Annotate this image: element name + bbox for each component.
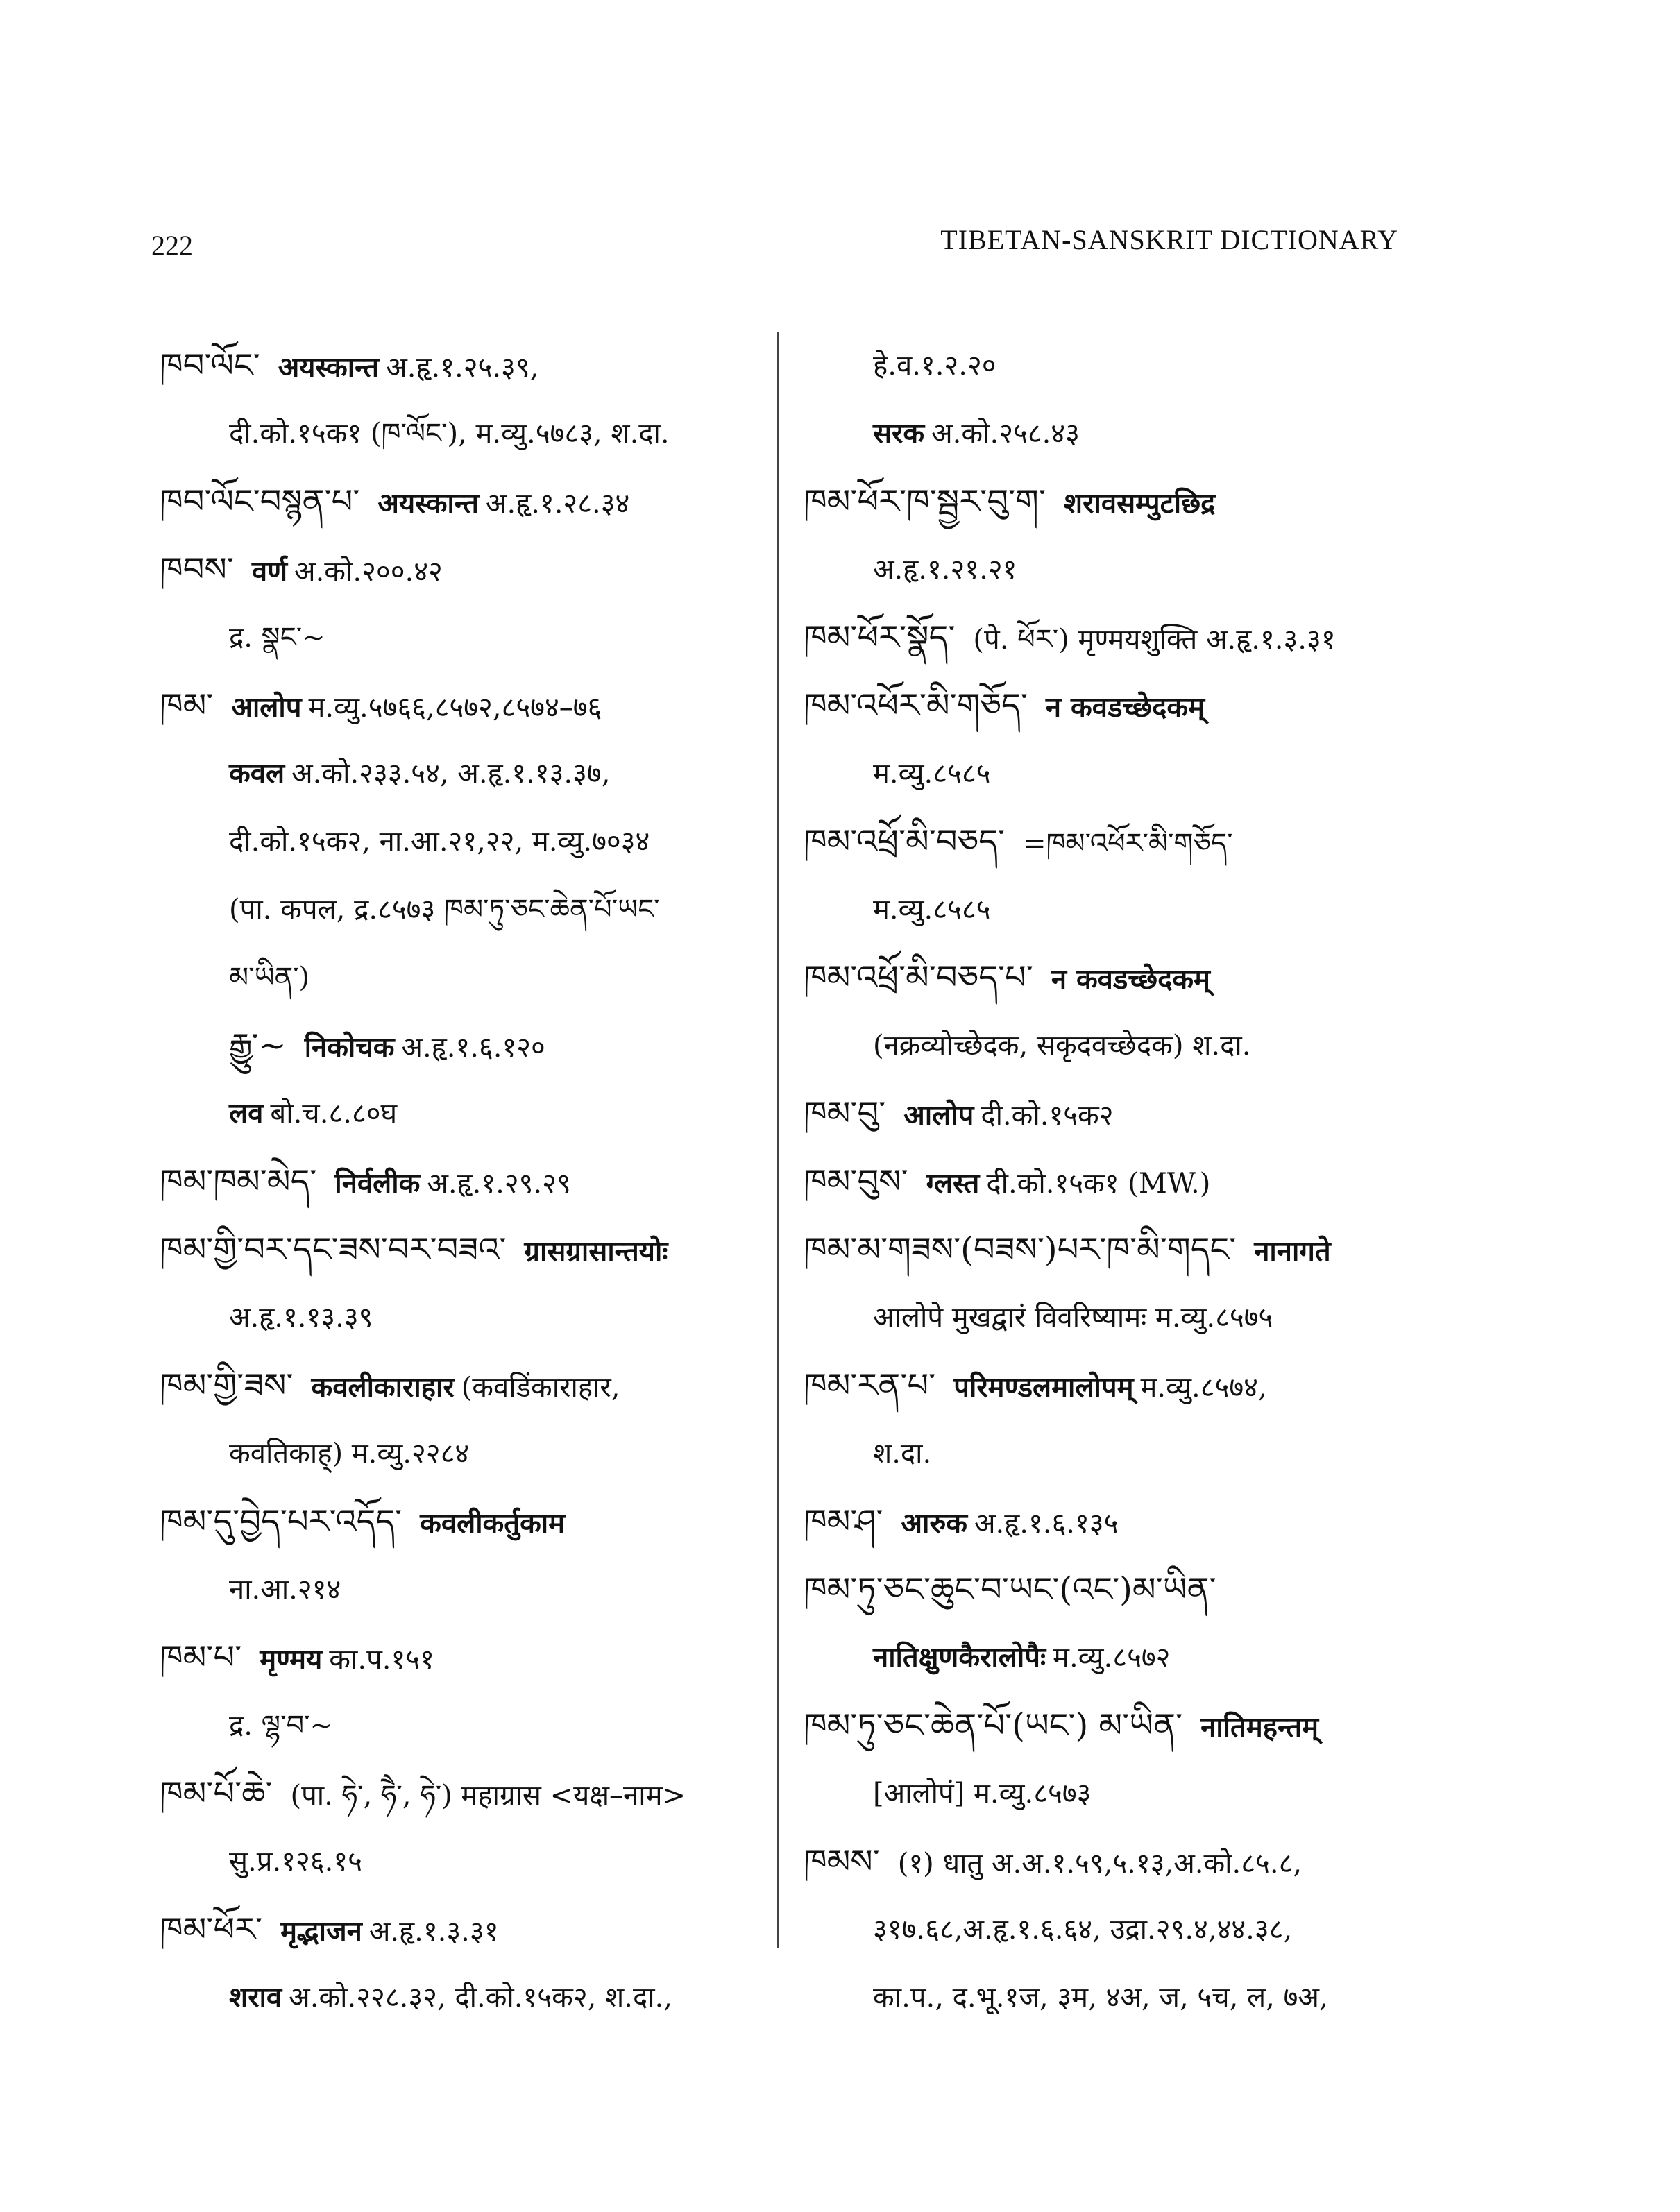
subentry-line bbox=[160, 1964, 763, 2032]
reference: अ.हृ.१.२५.३९, bbox=[386, 352, 539, 384]
tibetan-headword: ཁམ་གྱི་ཟས་ bbox=[160, 1366, 294, 1405]
right-column bbox=[804, 332, 1414, 2032]
tibetan-headword: ཁབས་ bbox=[160, 550, 234, 589]
entry-line bbox=[160, 536, 763, 604]
sanskrit-equivalent: शराव bbox=[229, 1981, 282, 2014]
tibetan-headword: ཁམ་ཁམ་མེད་ bbox=[160, 1162, 317, 1201]
sanskrit-equivalent: मृद्भाजन bbox=[280, 1915, 362, 1948]
entry-line bbox=[160, 1488, 763, 1556]
continuation-line bbox=[804, 1420, 1414, 1488]
entry-line bbox=[804, 944, 1414, 1012]
reference: म.व्यु.८५७२ bbox=[1053, 1642, 1171, 1674]
entry-line bbox=[160, 1760, 763, 1828]
tibetan-headword: ཁམ་ཏུ་ཅང་ཆུང་བ་ཡང་(འང་)མ་ཡིན་ bbox=[804, 1570, 1216, 1609]
sanskrit-equivalent: नातिक्षुणकैरालोपैः bbox=[873, 1641, 1046, 1674]
running-title: TIBETAN-SANSKRIT DICTIONARY bbox=[940, 224, 1398, 255]
subentry-line bbox=[804, 1624, 1414, 1692]
sanskrit-equivalent: कवलीकाराहार bbox=[311, 1371, 455, 1404]
continuation-line bbox=[160, 876, 763, 944]
continuation-line bbox=[160, 1420, 763, 1488]
tibetan-headword: རྒྱུ་~ bbox=[229, 1026, 287, 1065]
continuation-line bbox=[160, 808, 763, 876]
entry-line bbox=[804, 604, 1414, 672]
continuation-text: अ.हृ.१.१३.३९ bbox=[229, 1302, 373, 1334]
entry-line bbox=[160, 1624, 763, 1692]
reference: (पे. ཕོར་) मृण्मयशुक्ति अ.हृ.१.३.३१ bbox=[973, 624, 1336, 656]
continuation-text: दी.को.१५क१ (ཁ་ལོང་), म.व्यु.५७८३, श.दा. bbox=[229, 418, 670, 450]
continuation-line bbox=[804, 1284, 1414, 1352]
tibetan-headword: ཁམ་འཕྲོ་མི་བཅད་པ་ bbox=[804, 958, 1033, 997]
continuation-line bbox=[160, 1828, 763, 1896]
continuation-text: द्र. ལྷ་བ་~ bbox=[229, 1710, 334, 1742]
continuation-text: (नक्रव्योच्छेदक, सकृदवच्छेदक) श.दा. bbox=[873, 1030, 1251, 1062]
tibetan-headword: ཁམ་ཕོར་ bbox=[160, 1910, 263, 1949]
sanskrit-equivalent: आलोप bbox=[903, 1099, 974, 1132]
continuation-text: [आलोपं] म.व्यु.८५७३ bbox=[873, 1778, 1092, 1810]
tibetan-headword: ཁབ་ལོང་ bbox=[160, 346, 260, 385]
sanskrit-equivalent: सरक bbox=[873, 417, 925, 450]
entry-line bbox=[804, 672, 1414, 740]
continuation-text: མ་ཡིན་) bbox=[229, 962, 310, 994]
reference: अ.हृ.१.६.१३५ bbox=[974, 1508, 1119, 1540]
sanskrit-equivalent: ग्लस्त bbox=[926, 1167, 980, 1200]
reference: म.व्यु.५७६६,८५७२,८५७४–७६ bbox=[308, 692, 602, 724]
sanskrit-equivalent: न कवडच्छेदकम् bbox=[1051, 963, 1210, 996]
entry-line bbox=[804, 1080, 1414, 1148]
tibetan-headword: ཁམ་ཏུ་ཅང་ཆེན་པོ་(ཡང་) མ་ཡིན་ bbox=[804, 1706, 1183, 1745]
reference: म.व्यु.८५७४, bbox=[1140, 1372, 1267, 1404]
entry-line bbox=[804, 1148, 1414, 1216]
continuation-text: ना.आ.२१४ bbox=[229, 1574, 341, 1606]
sanskrit-equivalent: निकोचक bbox=[304, 1031, 395, 1064]
tibetan-headword: ཁམ་འཕོར་མི་གཅོད་ bbox=[804, 686, 1028, 725]
continuation-line bbox=[160, 1692, 763, 1760]
subentry-line bbox=[160, 1080, 763, 1148]
continuation-line bbox=[804, 876, 1414, 944]
entry-line bbox=[160, 332, 763, 400]
reference: अ.हृ.१.३.३१ bbox=[368, 1916, 499, 1948]
entry-line bbox=[160, 1896, 763, 1964]
tibetan-headword: ཁམ་འཕྲོ་མི་བཅད་ bbox=[804, 822, 1005, 861]
continuation-text: श.दा. bbox=[873, 1438, 932, 1470]
continuation-line bbox=[160, 400, 763, 468]
entry-line bbox=[804, 468, 1414, 536]
continuation-text: हे.व.१.२.२० bbox=[873, 350, 996, 382]
reference: अ.को.२५८.४३ bbox=[931, 418, 1080, 450]
tibetan-headword: ཁམས་ bbox=[804, 1842, 880, 1881]
continuation-line bbox=[160, 604, 763, 672]
reference: दी.को.१५क१ (MW.) bbox=[986, 1168, 1211, 1200]
tibetan-headword: ཁམ་བུས་ bbox=[804, 1162, 908, 1201]
continuation-text: का.प., द.भू.१ज, ३म, ४अ, ज, ५च, ल, ७अ, bbox=[873, 1982, 1328, 2014]
reference: बो.च.८.८०घ bbox=[270, 1098, 398, 1130]
entry-line bbox=[804, 808, 1414, 876]
continuation-text: अ.हृ.१.२१.२१ bbox=[873, 554, 1017, 586]
entry-line bbox=[804, 1556, 1414, 1624]
continuation-text: ३१७.६८,अ.हृ.१.६.६४, उद्रा.२९.४,४४.३८, bbox=[873, 1914, 1293, 1946]
tibetan-headword: ཁམ་པོ་ཆེ་ bbox=[160, 1774, 273, 1813]
continuation-text: (पा. कपल, द्र.८५७३ ཁམ་ཏུ་ཅང་ཆེན་པོ་ཡང་ bbox=[229, 894, 660, 926]
tibetan-headword: ཁམ་བུ་ bbox=[804, 1094, 886, 1133]
sanskrit-equivalent: लव bbox=[229, 1097, 264, 1130]
continuation-text: कवतिकाह्) म.व्यु.२२८४ bbox=[229, 1438, 470, 1470]
entry-line bbox=[160, 468, 763, 536]
sanskrit-equivalent: नानागते bbox=[1254, 1235, 1331, 1268]
continuation-line bbox=[804, 536, 1414, 604]
continuation-line bbox=[804, 1896, 1414, 1964]
tibetan-headword: ཁམ་ཤ་ bbox=[804, 1502, 883, 1541]
reference: अ.हृ.१.२९.२९ bbox=[427, 1168, 571, 1200]
continuation-text: आलोपे मुखद्वारं विवरिष्यामः म.व्यु.८५७५ bbox=[873, 1302, 1273, 1334]
continuation-line bbox=[804, 1012, 1414, 1080]
sanskrit-equivalent: शरावसम्पुटछिद्र bbox=[1063, 487, 1216, 520]
continuation-line bbox=[804, 740, 1414, 808]
reference: (कवडिंकाराहार, bbox=[461, 1372, 620, 1404]
reference: अ.हृ.१.६.१२० bbox=[401, 1032, 545, 1064]
sanskrit-equivalent: ग्रासग्रासान्तयोः bbox=[524, 1235, 668, 1268]
reference: अ.को.२३३.५४, अ.हृ.१.१३.३७, bbox=[291, 758, 611, 790]
sanskrit-equivalent: वर्ण bbox=[251, 555, 288, 588]
subentry-line bbox=[160, 740, 763, 808]
sanskrit-equivalent: आरुक bbox=[901, 1507, 967, 1540]
sanskrit-equivalent: मृण्मय bbox=[260, 1643, 323, 1676]
reference: अ.को.२२८.३२, दी.को.१५क२, श.दा., bbox=[289, 1982, 672, 2014]
sanskrit-equivalent: नातिमहन्तम् bbox=[1200, 1711, 1319, 1744]
tibetan-headword: ཁམ་ bbox=[160, 686, 214, 725]
continuation-line bbox=[804, 1760, 1414, 1828]
entry-line bbox=[804, 1216, 1414, 1284]
reference: दी.को.१५क२ bbox=[981, 1100, 1114, 1132]
continuation-line bbox=[160, 1556, 763, 1624]
tibetan-headword: ཁམ་མ་གཟས་(བཟས་)པར་ཁ་མི་གདང་ bbox=[804, 1230, 1237, 1269]
entry-line bbox=[160, 1352, 763, 1420]
reference: (पा. ཧེ་, ཧཻ་, ཧེ་) महाग्रास <यक्ष–नाम> bbox=[290, 1780, 686, 1812]
entry-line bbox=[160, 1148, 763, 1216]
sanskrit-equivalent: निर्वलीक bbox=[334, 1167, 421, 1200]
sanskrit-equivalent: परिमण्डलमालोपम् bbox=[953, 1371, 1134, 1404]
continuation-text: सु.प्र.१२६.१५ bbox=[229, 1846, 362, 1878]
continuation-line bbox=[804, 332, 1414, 400]
reference: अ.हृ.१.२८.३४ bbox=[485, 488, 630, 520]
sanskrit-equivalent: आलोप bbox=[231, 691, 302, 724]
continuation-text: द्र. སྣང་~ bbox=[229, 622, 325, 654]
entry-line bbox=[160, 672, 763, 740]
reference: =ཁམ་འཕོར་མི་གཅོད་ bbox=[1022, 828, 1233, 860]
continuation-line bbox=[804, 1964, 1414, 2032]
entry-line bbox=[160, 1216, 763, 1284]
subentry-line bbox=[804, 400, 1414, 468]
tibetan-headword: ཁམ་གྱི་བར་དང་ཟས་བར་བཟའ་ bbox=[160, 1230, 507, 1269]
sanskrit-equivalent: न कवडच्छेदकम् bbox=[1045, 691, 1205, 724]
column-divider bbox=[777, 332, 779, 1948]
page-number: 222 bbox=[151, 230, 193, 261]
reference: (१) धातु अ.अ.१.५९,५.१३,अ.को.८५.८, bbox=[897, 1848, 1303, 1880]
reference: का.प.१५१ bbox=[329, 1644, 434, 1676]
continuation-line bbox=[160, 1284, 763, 1352]
entry-line bbox=[804, 1488, 1414, 1556]
continuation-text: दी.को.१५क२, ना.आ.२१,२२, म.व्यु.७०३४ bbox=[229, 826, 650, 858]
tibetan-headword: ཁམ་ཕོར་ཁ་སྦྱར་བུ་ག་ bbox=[804, 482, 1046, 521]
continuation-text: म.व्यु.८५८५ bbox=[873, 758, 991, 790]
continuation-text: म.व्यु.८५८५ bbox=[873, 894, 991, 926]
subentry-line bbox=[160, 1012, 763, 1080]
tibetan-headword: ཁམ་པ་ bbox=[160, 1638, 242, 1677]
sanskrit-equivalent: अयस्कान्त bbox=[377, 487, 479, 520]
tibetan-headword: ཁབ་ལོང་བསྙན་པ་ bbox=[160, 482, 360, 521]
reference: अ.को.२००.४२ bbox=[294, 556, 443, 588]
left-column bbox=[160, 332, 763, 2032]
entry-line bbox=[804, 1352, 1414, 1420]
tibetan-headword: ཁམ་ཕོར་སྣོད་ bbox=[804, 618, 956, 657]
sanskrit-equivalent: अयस्कान्त bbox=[278, 351, 380, 384]
tibetan-headword: ཁམ་རན་པ་ bbox=[804, 1366, 936, 1405]
tibetan-headword: ཁམ་དུ་བྱེད་པར་འདོད་ bbox=[160, 1502, 402, 1541]
continuation-line bbox=[160, 944, 763, 1012]
sanskrit-equivalent: कवलीकर्तुकाम bbox=[420, 1507, 566, 1540]
entry-line bbox=[804, 1692, 1414, 1760]
entry-line bbox=[804, 1828, 1414, 1896]
sanskrit-equivalent: कवल bbox=[229, 757, 285, 790]
